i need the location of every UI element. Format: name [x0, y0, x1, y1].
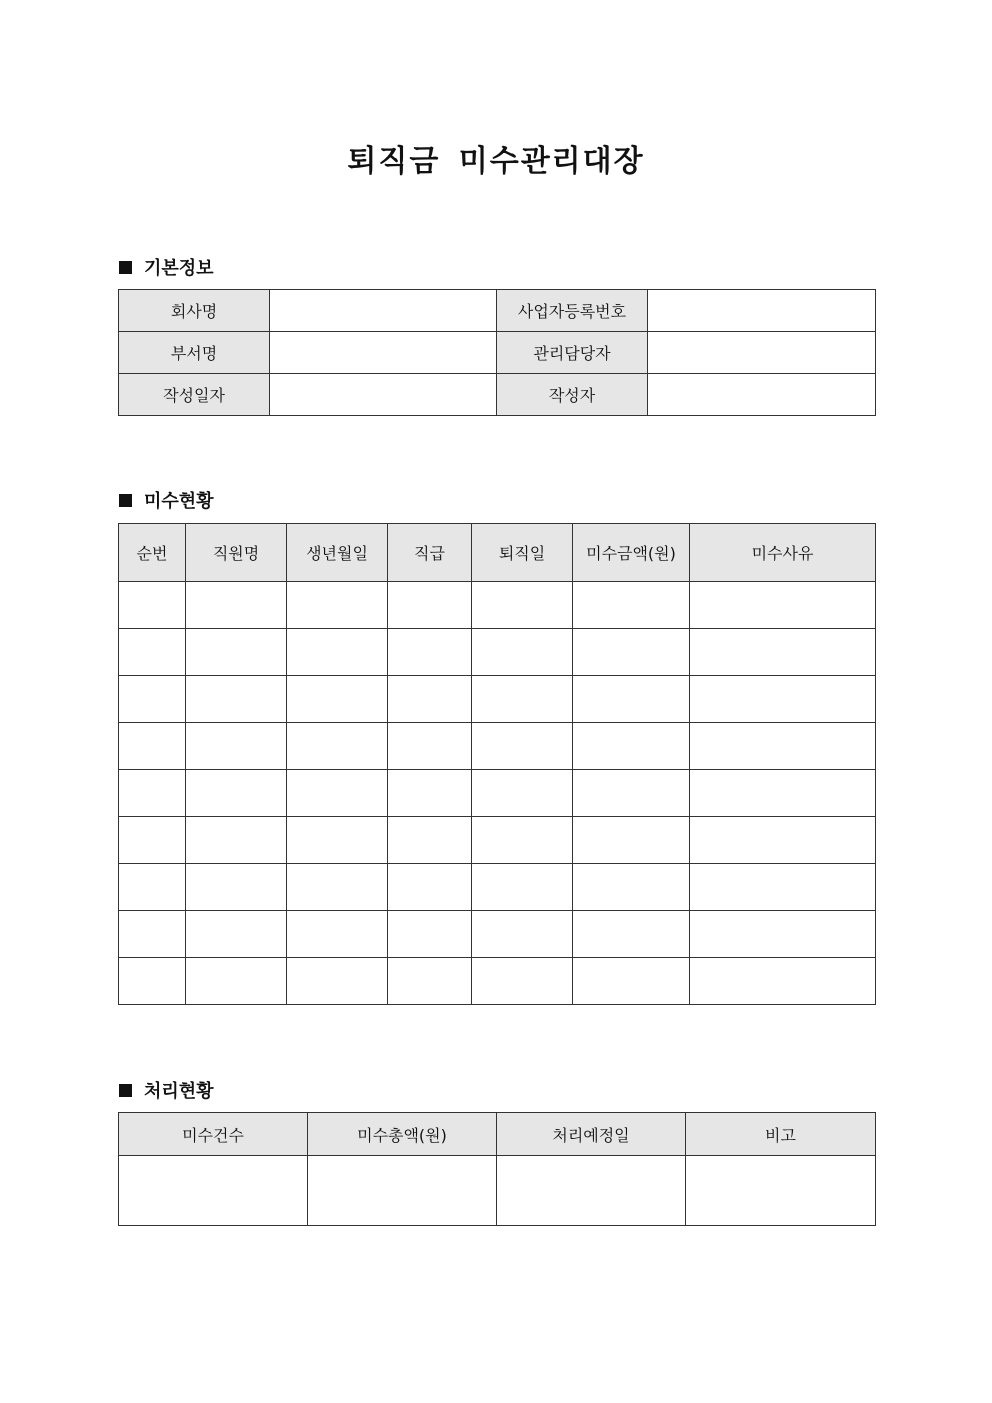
table-cell[interactable]	[690, 676, 876, 723]
table-cell[interactable]	[186, 864, 287, 911]
section-heading-basic	[119, 254, 214, 280]
table-cell[interactable]	[472, 629, 573, 676]
table-cell[interactable]	[186, 958, 287, 1005]
business-number-field[interactable]	[648, 290, 876, 332]
square-bullet-icon	[119, 261, 132, 274]
table-cell[interactable]	[119, 817, 186, 864]
table-cell[interactable]	[573, 582, 690, 629]
table-cell[interactable]	[186, 723, 287, 770]
square-bullet-icon	[119, 1084, 132, 1097]
table-cell[interactable]	[388, 723, 472, 770]
table-cell[interactable]	[472, 958, 573, 1005]
manager-field[interactable]	[648, 332, 876, 374]
table-cell[interactable]	[690, 723, 876, 770]
table-cell[interactable]	[472, 723, 573, 770]
table-cell[interactable]	[287, 864, 388, 911]
table-cell[interactable]	[388, 864, 472, 911]
table-cell[interactable]	[287, 958, 388, 1005]
table-cell[interactable]	[690, 864, 876, 911]
status-header-cell: 생년월일	[287, 524, 388, 582]
table-cell[interactable]	[690, 582, 876, 629]
table-row	[119, 676, 876, 723]
table-cell[interactable]	[119, 770, 186, 817]
table-cell[interactable]	[690, 770, 876, 817]
table-cell[interactable]	[690, 629, 876, 676]
process-header-cell: 처리예정일	[497, 1113, 686, 1156]
table-cell[interactable]	[690, 911, 876, 958]
table-row	[119, 723, 876, 770]
date-written-field[interactable]	[270, 374, 497, 416]
table-cell[interactable]	[186, 676, 287, 723]
table-cell[interactable]	[573, 723, 690, 770]
table-cell[interactable]	[119, 582, 186, 629]
table-cell[interactable]	[388, 817, 472, 864]
table-cell[interactable]	[287, 770, 388, 817]
table-cell[interactable]	[388, 676, 472, 723]
process-header-cell: 미수건수	[119, 1113, 308, 1156]
page-title: 퇴직금 미수관리대장	[347, 144, 645, 179]
table-cell[interactable]	[119, 864, 186, 911]
section-heading-label: 미수현황	[144, 491, 214, 512]
status-header-cell: 퇴직일	[472, 524, 573, 582]
process-status-table	[118, 1112, 876, 1226]
status-header-cell: 미수사유	[690, 524, 876, 582]
table-cell[interactable]	[287, 911, 388, 958]
table-cell[interactable]	[472, 911, 573, 958]
status-header-cell: 직원명	[186, 524, 287, 582]
table-cell[interactable]	[287, 629, 388, 676]
writer-field[interactable]	[648, 374, 876, 416]
table-cell[interactable]	[186, 629, 287, 676]
table-cell[interactable]	[690, 817, 876, 864]
table-row	[119, 817, 876, 864]
table-cell[interactable]	[573, 958, 690, 1005]
table-cell[interactable]	[119, 1156, 308, 1226]
process-header-cell: 미수총액(원)	[308, 1113, 497, 1156]
department-field[interactable]	[270, 332, 497, 374]
table-cell[interactable]	[287, 582, 388, 629]
section-heading-label: 기본정보	[144, 258, 214, 279]
company-name-field[interactable]	[270, 290, 497, 332]
business-number-label: 사업자등록번호	[497, 290, 648, 332]
table-cell[interactable]	[573, 817, 690, 864]
table-cell[interactable]	[573, 676, 690, 723]
table-cell[interactable]	[573, 911, 690, 958]
table-cell[interactable]	[686, 1156, 876, 1226]
table-cell[interactable]	[186, 911, 287, 958]
table-cell[interactable]	[388, 911, 472, 958]
table-row	[119, 629, 876, 676]
table-row	[119, 1156, 876, 1226]
table-cell[interactable]	[287, 723, 388, 770]
process-header-cell: 비고	[686, 1113, 876, 1156]
table-cell[interactable]	[388, 629, 472, 676]
table-cell[interactable]	[690, 958, 876, 1005]
table-cell[interactable]	[573, 629, 690, 676]
table-cell[interactable]	[388, 582, 472, 629]
department-label: 부서명	[119, 332, 270, 374]
status-header-cell: 순번	[119, 524, 186, 582]
table-row	[119, 958, 876, 1005]
status-header-cell: 직급	[388, 524, 472, 582]
table-cell[interactable]	[472, 864, 573, 911]
status-header-cell: 미수금액(원)	[573, 524, 690, 582]
table-cell[interactable]	[186, 582, 287, 629]
table-cell[interactable]	[472, 770, 573, 817]
table-cell[interactable]	[472, 582, 573, 629]
table-cell[interactable]	[497, 1156, 686, 1226]
square-bullet-icon	[119, 494, 132, 507]
table-cell[interactable]	[119, 958, 186, 1005]
table-cell[interactable]	[573, 770, 690, 817]
table-cell[interactable]	[287, 676, 388, 723]
unpaid-status-table	[118, 523, 876, 1005]
section-heading-label: 처리현황	[144, 1081, 214, 1102]
table-cell[interactable]	[186, 770, 287, 817]
section-heading-status	[119, 487, 214, 513]
table-cell[interactable]	[119, 723, 186, 770]
table-cell[interactable]	[287, 817, 388, 864]
table-row	[119, 582, 876, 629]
section-heading-process	[119, 1077, 214, 1103]
table-row	[119, 911, 876, 958]
basic-info-table	[118, 289, 876, 416]
table-cell[interactable]	[119, 629, 186, 676]
table-cell[interactable]	[472, 817, 573, 864]
writer-label: 작성자	[497, 374, 648, 416]
company-name-label: 회사명	[119, 290, 270, 332]
table-cell[interactable]	[186, 817, 287, 864]
table-cell[interactable]	[388, 770, 472, 817]
table-cell[interactable]	[573, 864, 690, 911]
table-cell[interactable]	[472, 676, 573, 723]
table-cell[interactable]	[388, 958, 472, 1005]
manager-label: 관리담당자	[497, 332, 648, 374]
table-cell[interactable]	[119, 676, 186, 723]
table-row	[119, 770, 876, 817]
table-cell[interactable]	[119, 911, 186, 958]
date-written-label: 작성일자	[119, 374, 270, 416]
table-row	[119, 864, 876, 911]
table-cell[interactable]	[308, 1156, 497, 1226]
